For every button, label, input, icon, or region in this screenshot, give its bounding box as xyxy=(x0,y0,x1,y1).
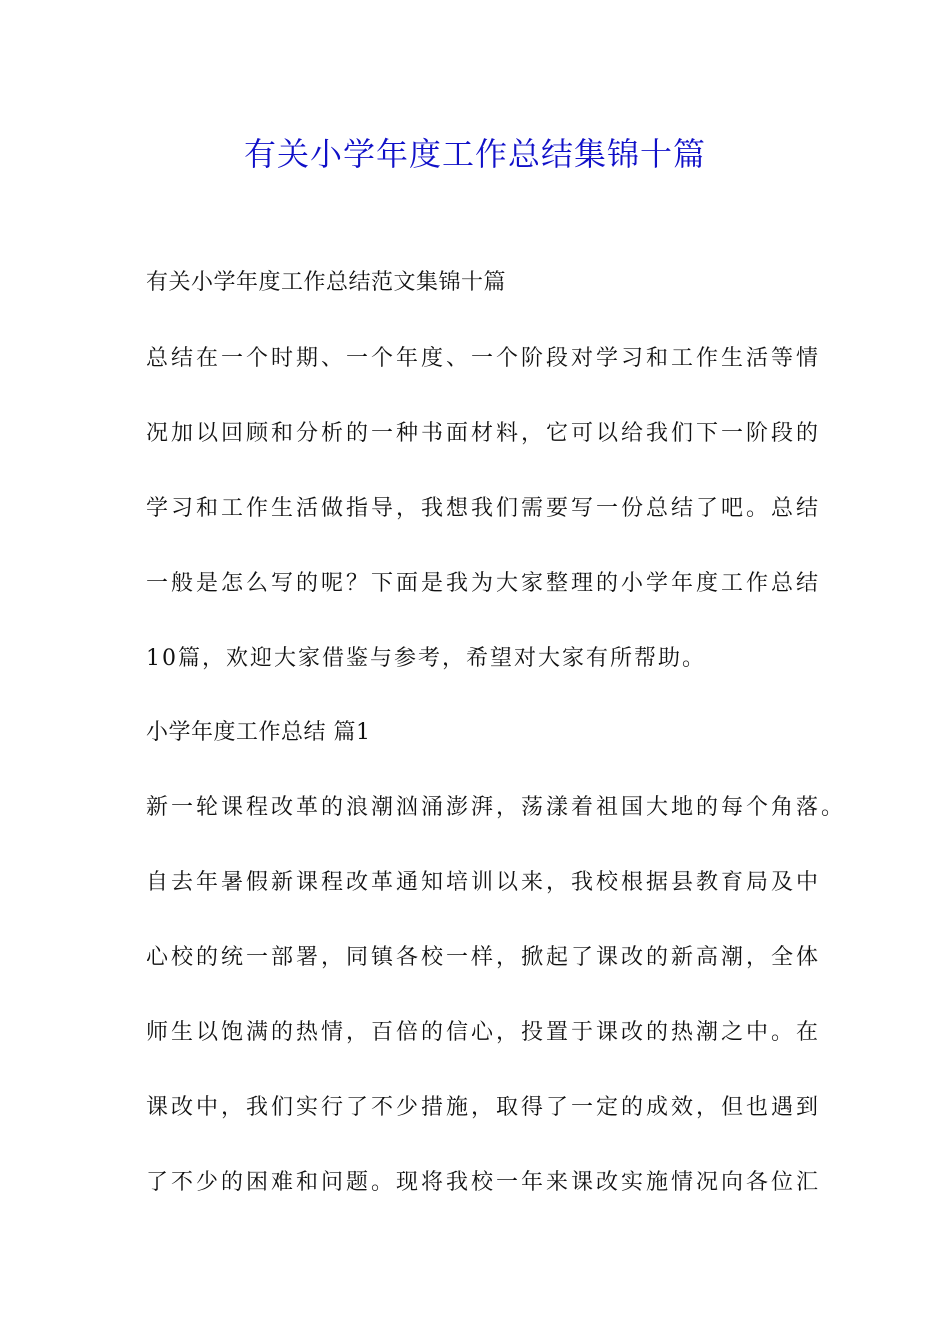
paragraph-line: 了不少的困难和问题。现将我校一年来课改实施情况向各位汇 xyxy=(146,1170,822,1195)
paragraph-line: 心校的统一部署，同镇各校一样，掀起了课改的新高潮，全体 xyxy=(146,945,822,970)
paragraph-line: 总结在一个时期、一个年度、一个阶段对学习和工作生活等情 xyxy=(146,346,822,371)
paragraph-line: 自去年暑假新课程改革通知培训以来，我校根据县教育局及中 xyxy=(146,870,822,895)
subtitle-line: 有关小学年度工作总结范文集锦十篇 xyxy=(146,270,507,295)
paragraph-line: 一般是怎么写的呢？下面是我为大家整理的小学年度工作总结 xyxy=(146,571,822,596)
paragraph-line: 师生以饱满的热情，百倍的信心，投置于课改的热潮之中。在 xyxy=(146,1020,822,1045)
paragraph-line: 课改中，我们实行了不少措施，取得了一定的成效，但也遇到 xyxy=(146,1095,822,1120)
paragraph-line: 新一轮课程改革的浪潮汹涌澎湃，荡漾着祖国大地的每个角落。 xyxy=(146,795,847,820)
section-heading: 小学年度工作总结 篇1 xyxy=(146,720,371,745)
paragraph-line: 学习和工作生活做指导，我想我们需要写一份总结了吧。总结 xyxy=(146,496,822,521)
paragraph-line: 10篇，欢迎大家借鉴与参考，希望对大家有所帮助。 xyxy=(146,646,706,671)
paragraph-line: 况加以回顾和分析的一种书面材料，它可以给我们下一阶段的 xyxy=(146,421,822,446)
document-title: 有关小学年度工作总结集锦十篇 xyxy=(243,135,706,173)
